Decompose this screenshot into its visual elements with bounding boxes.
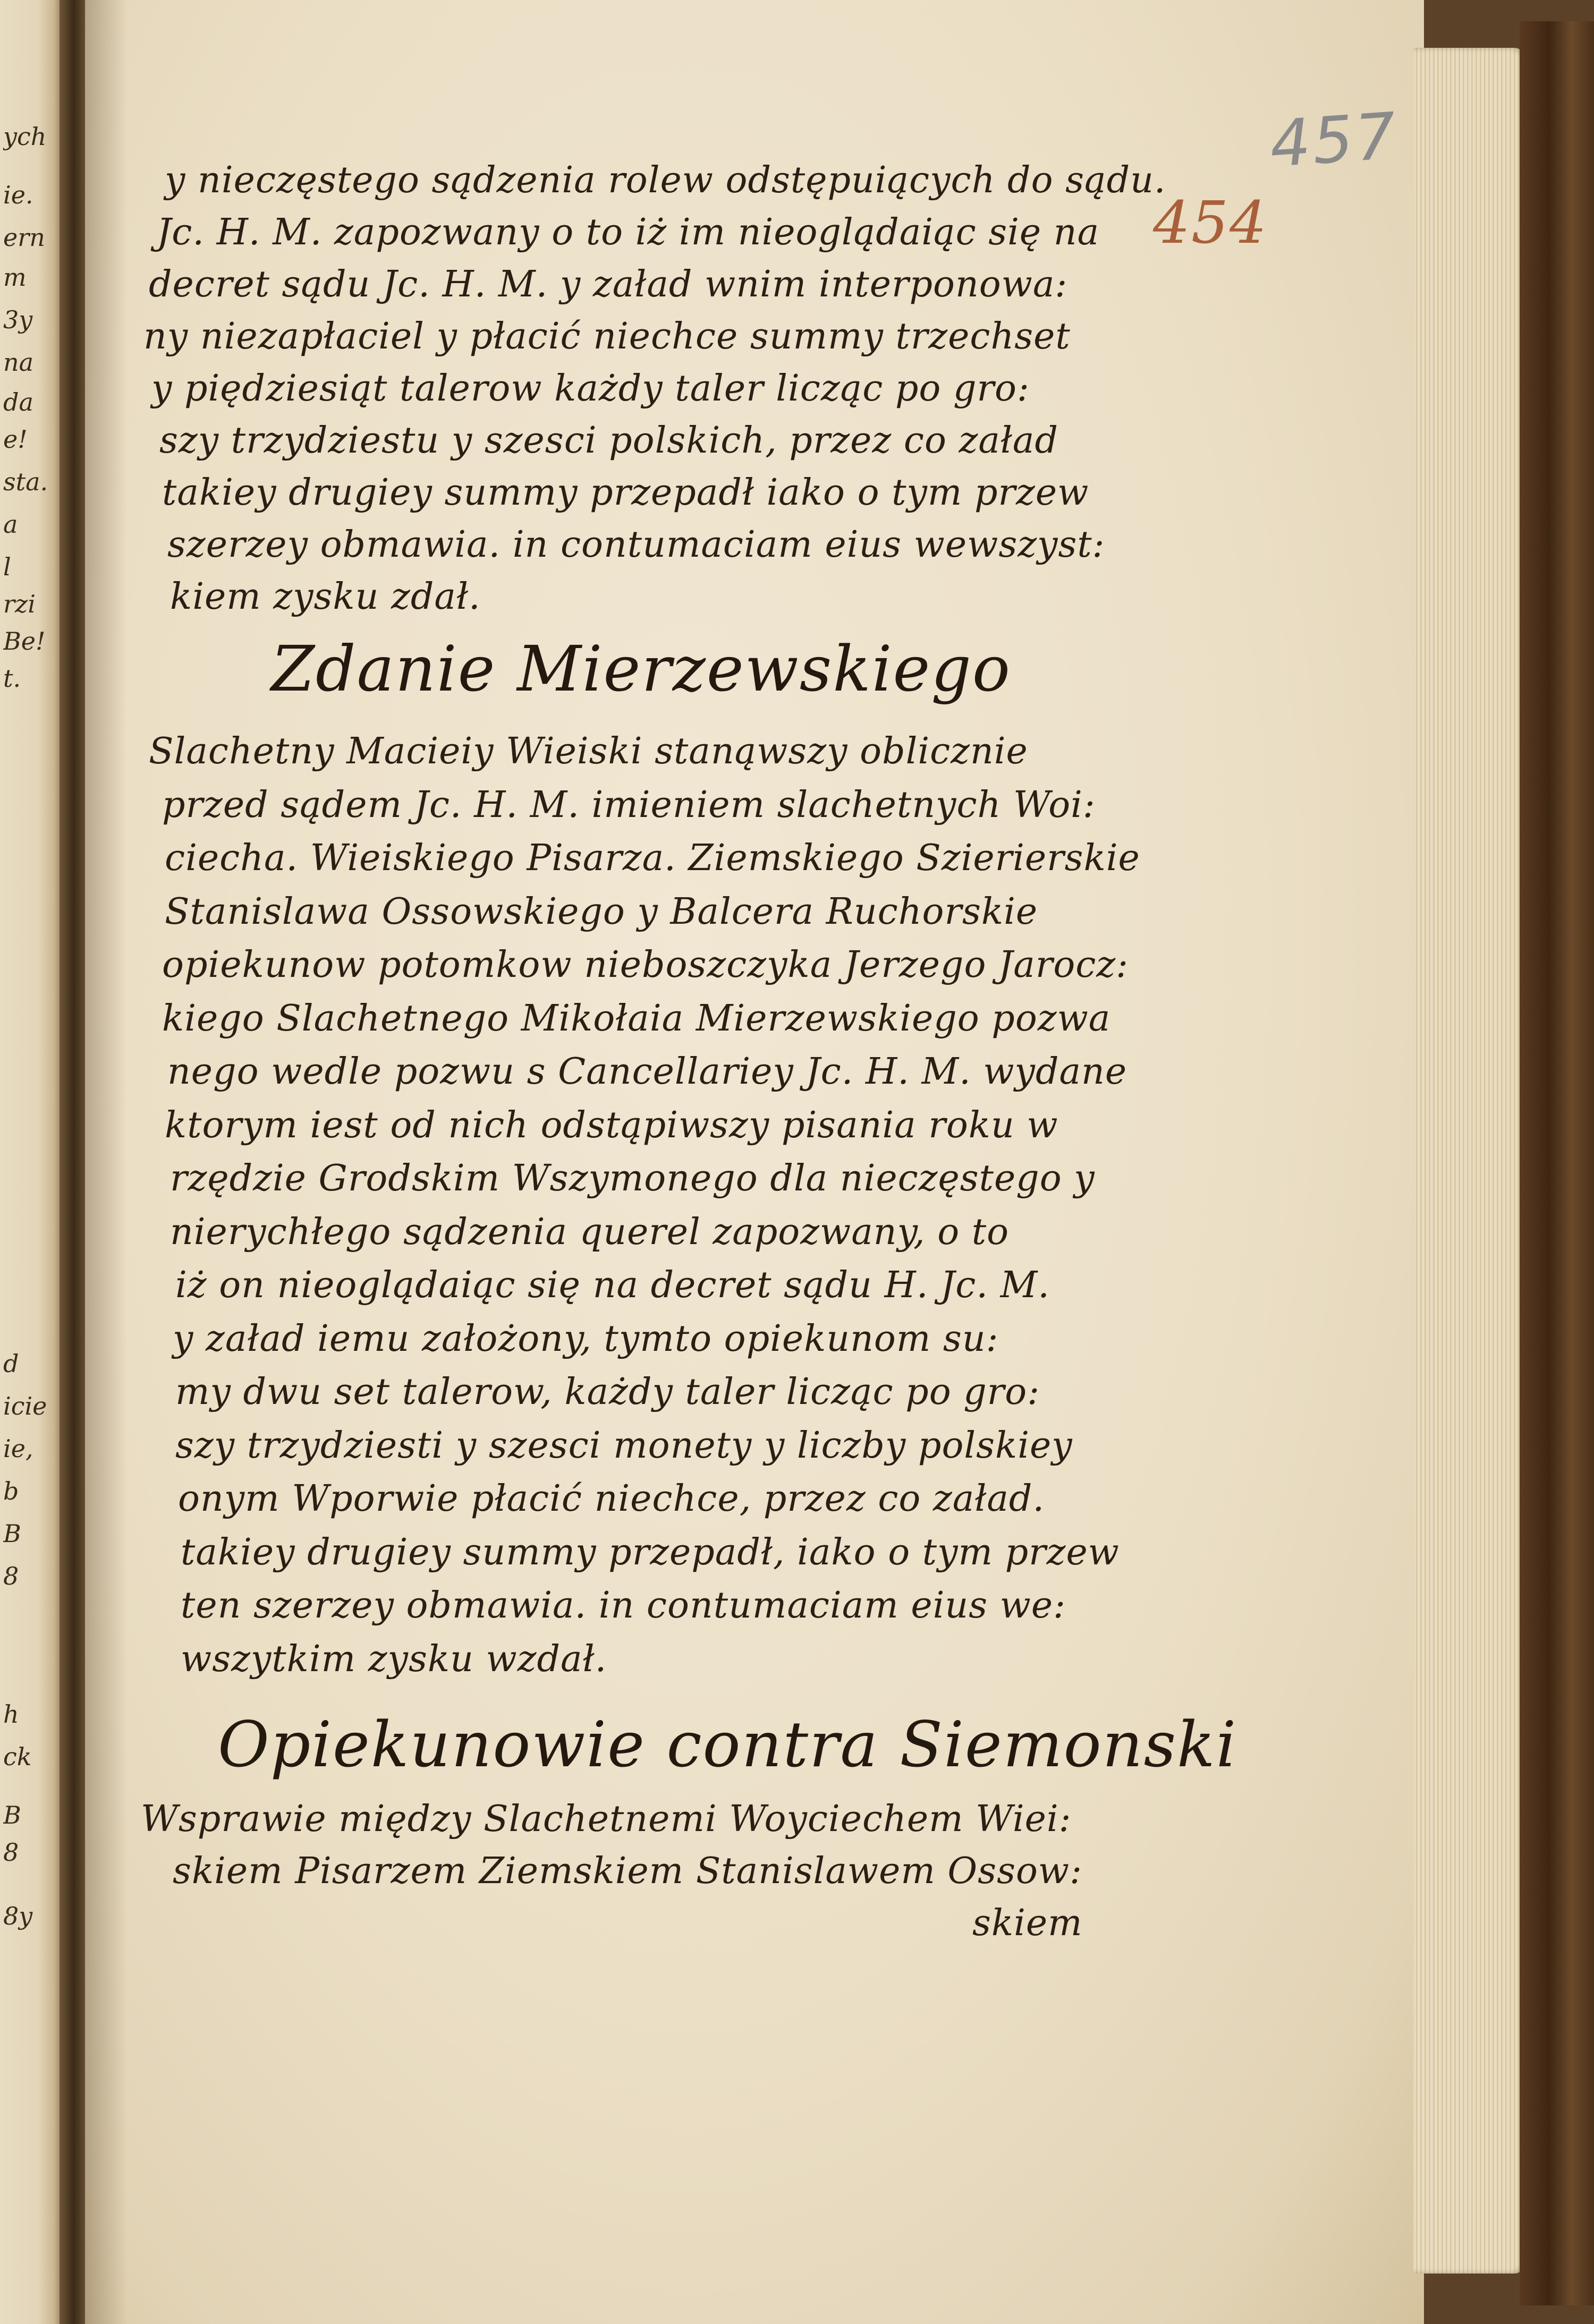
previous-page-fragment: b — [3, 1477, 19, 1505]
previous-page-fragment: h — [3, 1700, 19, 1729]
manuscript-line: kiem zysku zdał. — [170, 576, 481, 618]
manuscript-line: nego wedle pozwu s Cancellariey Jc. H. M. wydane — [167, 1051, 1127, 1093]
manuscript-line: Jc. H. M. zapozwany o to iż im nieoglądaiąc się na — [157, 211, 1100, 253]
previous-page-fragment: a — [3, 510, 18, 539]
manuscript-line: ten szerzey obmawia. in contumaciam eius we: — [181, 1585, 1066, 1627]
manuscript-line: kiego Slachetnego Mikołaia Mierzewskiego pozwa — [162, 997, 1111, 1040]
manuscript-line: decret sądu Jc. H. M. y załad wnim interponowa: — [149, 263, 1068, 305]
manuscript-line: skiem Pisarzem Ziemskiem Stanislawem Ossow: — [173, 1850, 1083, 1892]
manuscript-line: Wsprawie między Slachetnemi Woyciechem Wiei: — [141, 1798, 1072, 1840]
previous-page-fragment: na — [3, 348, 34, 377]
manuscript-line: ktorym iest od nich odstąpiwszy pisania roku w — [165, 1104, 1058, 1146]
previous-page-fragment: B — [3, 1801, 21, 1829]
manuscript-line: y piędziesiąt talerow każdy taler licząc po gro: — [151, 368, 1030, 410]
manuscript-line: ny niezapłaciel y płacić niechce summy trzechset — [143, 316, 1071, 357]
manuscript-line: Stanislawa Ossowskiego y Balcera Ruchorskie — [165, 890, 1038, 933]
manuscript-line: y nieczęstego sądzenia rolew odstępuiących do sądu. — [165, 159, 1166, 201]
ink-folio-number: 454 — [1153, 189, 1268, 257]
manuscript-line: iż on nieoglądaiąc się na decret sądu H. Jc. M. — [175, 1264, 1050, 1306]
previous-page-fragment: t. — [3, 664, 21, 693]
previous-page-fragment: B — [3, 1519, 21, 1548]
manuscript-line: opiekunow potomkow nieboszczyka Jerzego Jarocz: — [162, 944, 1129, 986]
manuscript-line: onym Wporwie płacić niechce, przez co załad. — [178, 1478, 1045, 1520]
manuscript-line: szy trzydziesti y szesci monety y liczby polskiey — [175, 1424, 1073, 1467]
previous-page-fragment: ie, — [3, 1434, 33, 1463]
previous-page-fragment: rzi — [3, 590, 36, 618]
heading-opiekunowie-contra-siemonski: Opiekunowie contra Siemonski — [218, 1708, 1237, 1781]
previous-page-fragment: 3y — [3, 305, 33, 334]
manuscript-line: nierychłego sądzenia querel zapozwany, o to — [170, 1211, 1010, 1253]
previous-page-fragment: ck — [3, 1742, 32, 1771]
pencil-folio-number: 457 — [1267, 99, 1401, 182]
manuscript-line: szy trzydziestu y szesci polskich, przez co załad — [159, 420, 1058, 462]
previous-page-fragment: icie — [3, 1392, 47, 1420]
manuscript-line: y załad iemu założony, tymto opiekunom su: — [173, 1317, 999, 1360]
previous-page-fragment: ych — [3, 122, 47, 151]
manuscript-line: takiey drugiey summy przepadł iako o tym przew — [162, 472, 1089, 514]
heading-zdanie-mierzewskiego: Zdanie Mierzewskiego — [271, 632, 1011, 705]
manuscript-line: takiey drugiey summy przepadł, iako o tym przew — [181, 1531, 1120, 1573]
previous-page-fragment: Be! — [3, 627, 46, 656]
previous-page-fragment: m — [3, 263, 27, 292]
manuscript-line: Slachetny Macieiy Wieiski stanąwszy oblicznie — [149, 730, 1028, 772]
previous-page-fragment: 8y — [3, 1902, 33, 1930]
manuscript-line: szerzey obmawia. in contumaciam eius wewszyst: — [167, 524, 1105, 566]
previous-page-fragment: sta. — [3, 467, 48, 496]
previous-page-fragment: d — [3, 1349, 19, 1378]
previous-page-fragment: ie. — [3, 181, 33, 209]
previous-page-fragment: 8 — [3, 1562, 19, 1590]
previous-page-fragment: 8 — [3, 1838, 19, 1867]
manuscript-line: wszytkim zysku wzdał. — [181, 1638, 607, 1680]
manuscript-line: rzędzie Grodskim Wszymonego dla nieczęstego y — [170, 1157, 1095, 1199]
previous-page-fragment: da — [3, 388, 33, 416]
manuscript-line: ciecha. Wieiskiego Pisarza. Ziemskiego Szierierskie — [165, 837, 1140, 879]
manuscript-line: przed sądem Jc. H. M. imieniem slachetnych Woi: — [162, 784, 1096, 826]
manuscript-line: my dwu set talerow, każdy taler licząc po gro: — [175, 1371, 1040, 1413]
previous-page-fragment: l — [3, 552, 11, 581]
previous-page-fragment: e! — [3, 425, 28, 454]
previous-page-fragment: ern — [3, 223, 45, 252]
manuscript-line: skiem — [972, 1902, 1083, 1944]
